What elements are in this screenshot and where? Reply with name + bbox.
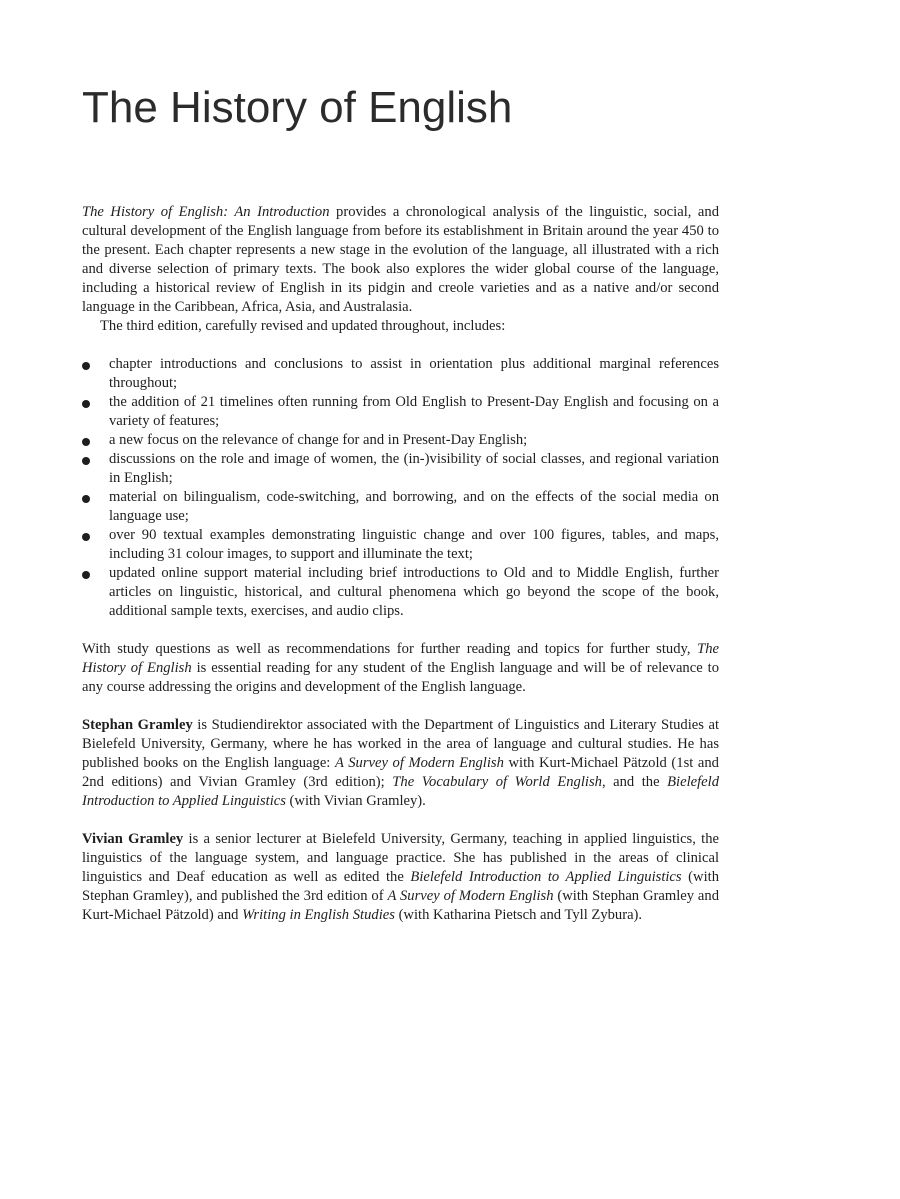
closing-text-after: is essential reading for any student of the English language and will be of relevance to any course addressing the origins and development of the English language. xyxy=(82,660,719,695)
list-item-text: chapter introductions and conclusions to assist in orientation plus additional marginal references throughout; xyxy=(109,356,719,391)
bio-text: (with Stephan Gramley and Kurt-Michael Pätzold) and xyxy=(82,888,719,923)
list-item-text: material on bilingualism, code-switching, and borrowing, and on the effects of the social media on language use; xyxy=(109,489,719,524)
list-item xyxy=(82,526,719,564)
author-bio-vivian xyxy=(82,830,719,925)
list-item xyxy=(82,564,719,621)
list-item xyxy=(82,450,719,488)
bullet-icon xyxy=(82,571,90,579)
bio-book-title: Writing in English Studies xyxy=(242,907,395,923)
bullet-icon xyxy=(82,457,90,465)
bio-book-title: A Survey of Modern English xyxy=(334,755,504,771)
edition-intro: The third edition, carefully revised and updated throughout, includes: xyxy=(100,318,506,334)
list-item-text: over 90 textual examples demonstrating linguistic change and over 100 figures, tables, and maps, including 31 colour images, to support and illuminate the text; xyxy=(109,527,719,562)
blurb-body xyxy=(82,203,719,925)
author-bio-stephan xyxy=(82,716,719,811)
list-item xyxy=(82,431,719,450)
bio-book-title: The Vocabulary of World English xyxy=(392,774,602,790)
bio-text: (with Stephan Gramley), and published the 3rd edition of xyxy=(82,869,719,904)
list-item xyxy=(82,355,719,393)
bio-text: (with Katharina Pietsch and Tyll Zybura). xyxy=(394,907,643,923)
bio-text: , and the xyxy=(601,774,668,790)
bio-book-title: Bielefeld Introduction to Applied Linguistics xyxy=(82,774,720,809)
list-item xyxy=(82,393,719,431)
intro-text: provides a chronological analysis of the linguistic, social, and cultural development of the English language from before its establishment in Britain around the year 450 to the present. Each chapter represents a new stage in the evolution of the language, all illustrated with a rich and diverse selection of primary texts. The book also explores the wider global course of the language, including a historical review of English in its pidgin and creole varieties and as a native and/or second language in the Caribbean, Africa, Asia, and Australasia. xyxy=(82,204,720,315)
bio-text: (with Vivian Gramley). xyxy=(285,793,426,809)
intro-paragraph xyxy=(82,203,719,317)
closing-text-before: With study questions as well as recommendations for further reading and topics for further study, xyxy=(82,641,698,657)
bio-book-title: A Survey of Modern English xyxy=(387,888,554,904)
list-item-text: a new focus on the relevance of change for and in Present-Day English; xyxy=(109,432,528,448)
bullet-icon xyxy=(82,438,90,446)
author-name: Stephan Gramley xyxy=(82,717,193,733)
bullet-icon xyxy=(82,495,90,503)
list-item xyxy=(82,488,719,526)
page-title: The History of English xyxy=(82,83,513,132)
list-item-text: updated online support material including brief introductions to Old and to Middle English, further articles on linguistic, historical, and cultural phenomena which go beyond the scope of the book, additional sample texts, exercises, and audio clips. xyxy=(109,565,719,619)
closing-paragraph xyxy=(82,640,719,697)
features-list xyxy=(82,355,719,621)
bullet-icon xyxy=(82,362,90,370)
bio-text: is Studiendirektor associated with the Department of Linguistics and Literary Studies at Bielefeld University, Germany, where he has worked in the area of language and cultural studies. He has published books on the English language: xyxy=(82,717,720,771)
list-item-text: the addition of 21 timelines often running from Old English to Present-Day English and focusing on a variety of features; xyxy=(109,394,719,429)
closing-book-title: The History of English xyxy=(82,641,719,676)
author-name: Vivian Gramley xyxy=(82,831,184,847)
bullet-icon xyxy=(82,400,90,408)
bio-text: is a senior lecturer at Bielefeld University, Germany, teaching in applied linguistics, the linguistics of the language system, and language practice. She has published in the areas of clinical linguistics and Deaf education as well as edited the xyxy=(82,831,719,885)
bullet-icon xyxy=(82,533,90,541)
list-item-text: discussions on the role and image of women, the (in-)visibility of social classes, and regional variation in English; xyxy=(109,451,719,486)
bio-text: with Kurt-Michael Pätzold (1st and 2nd editions) and Vivian Gramley (3rd edition); xyxy=(82,755,719,790)
bio-book-title: Bielefeld Introduction to Applied Linguistics xyxy=(410,869,682,885)
intro-book-title: The History of English: An Introduction xyxy=(82,204,330,220)
